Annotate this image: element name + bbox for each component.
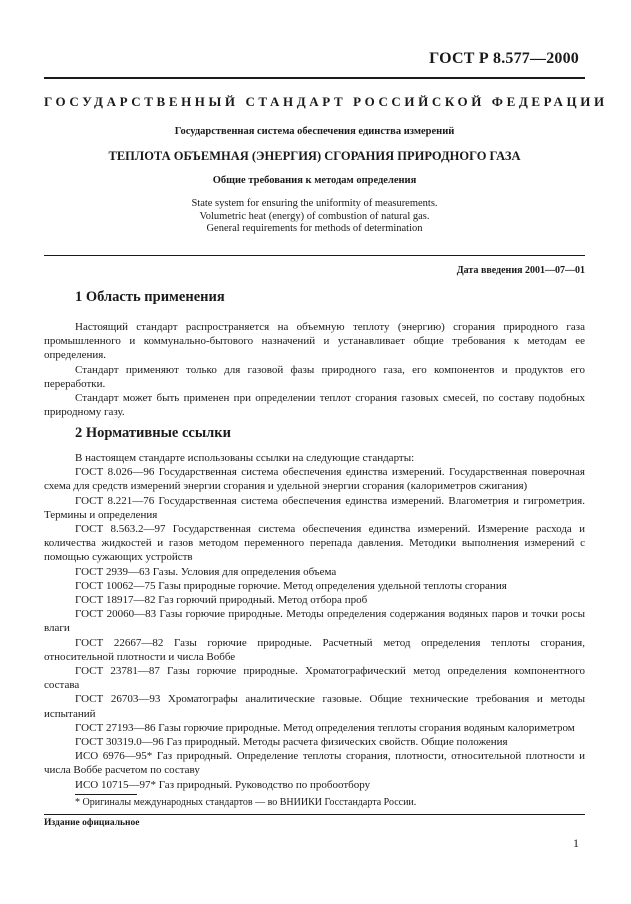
reference-item: ГОСТ 23781—87 Газы горючие природные. Хроматографический метод определения компонентного состава bbox=[44, 665, 585, 692]
reference-item: ИСО 10715—97* Газ природный. Руководство по пробоотбору bbox=[75, 778, 371, 791]
gost-code: ГОСТ Р 8.577—2000 bbox=[429, 50, 579, 67]
paragraph: Стандарт может быть применен при определении теплот сгорания газовых смесей, по составу подобных природному газу. bbox=[44, 392, 585, 419]
footnote-rule bbox=[75, 794, 137, 795]
section-1-heading: 1 Область применения bbox=[75, 289, 225, 305]
subtitle: Общие требования к методам определения bbox=[212, 175, 417, 186]
english-title-line: State system for ensuring the uniformity of measurements. bbox=[191, 198, 438, 209]
footnote: * Оригиналы международных стандартов — во ВНИИКИ Госстандарта России. bbox=[75, 797, 417, 808]
reference-item: ГОСТ 26703—93 Хроматографы аналитические газовые. Общие технические требования и методы испытаний bbox=[44, 693, 585, 720]
reference-item: ГОСТ 22667—82 Газы горючие природные. Расчетный метод определения теплоты сгорания, относительной плотности и числа Воббе bbox=[44, 636, 585, 663]
section-2-body bbox=[44, 451, 585, 792]
reference-item: ГОСТ 20060—83 Газы горючие природные. Методы определения содержания водяных паров и точки росы влаги bbox=[44, 608, 585, 635]
section-2-heading: 2 Нормативные ссылки bbox=[75, 425, 231, 441]
paragraph: В настоящем стандарте использованы ссылки на следующие стандарты: bbox=[75, 452, 415, 464]
title-divider bbox=[44, 255, 585, 256]
reference-item: ГОСТ 18917—82 Газ горючий природный. Метод отбора проб bbox=[75, 594, 368, 607]
reference-item: ИСО 6976—95* Газ природный. Определение теплоты сгорания, плотности, относительной плотности и числа Воббе расчетом по составу bbox=[44, 750, 585, 777]
reference-item: ГОСТ 10062—75 Газы природные горючие. Метод определения удельной теплоты сгорания bbox=[75, 579, 507, 592]
reference-item: ГОСТ 27193—86 Газы горючие природные. Метод определения теплоты сгорания водяным калориметром bbox=[75, 721, 575, 734]
main-title: ТЕПЛОТА ОБЪЕМНАЯ (ЭНЕРГИЯ) СГОРАНИЯ ПРИРОДНОГО ГАЗА bbox=[108, 149, 521, 163]
state-standard-heading: ГОСУДАРСТВЕННЫЙ СТАНДАРТ РОССИЙСКОЙ ФЕДЕРАЦИИ bbox=[44, 94, 608, 109]
edition-label: Издание официальное bbox=[44, 818, 140, 828]
reference-item: ГОСТ 8.221—76 Государственная система обеспечения единства измерений. Влагометрия и гигрометрия. Термины и определения bbox=[44, 494, 585, 521]
paragraph: Настоящий стандарт распространяется на объемную теплоту (энергию) сгорания природного газа промышленного и коммунально-бытового назначений и устанавливает общие требования к методам ее определения. bbox=[44, 321, 585, 362]
section-1-body bbox=[44, 320, 585, 419]
reference-item: ГОСТ 8.563.2—97 Государственная система обеспечения единства измерений. Измерение расхода и количества жидкостей и газов методом переменного перепада давления. Методики выполнения измерений с помощью сужающих устройств bbox=[44, 523, 585, 564]
top-rule bbox=[44, 77, 585, 79]
page-number: 1 bbox=[573, 836, 579, 850]
reference-item: ГОСТ 2939—63 Газы. Условия для определения объема bbox=[75, 565, 337, 578]
paragraph: Стандарт применяют только для газовой фазы природного газа, его компонентов и продуктов его переработки. bbox=[44, 363, 585, 390]
english-title bbox=[44, 198, 585, 236]
english-title-line: Volumetric heat (energy) of combustion of natural gas. bbox=[199, 210, 430, 222]
english-title-line: General requirements for methods of determination bbox=[206, 223, 423, 234]
reference-item: ГОСТ 8.026—96 Государственная система обеспечения единства измерений. Государственная поверочная схема для средств измерений энергии сгорания и удельной энергии сгорания (калориметров сжигания) bbox=[44, 466, 585, 493]
reference-item: ГОСТ 30319.0—96 Газ природный. Методы расчета физических свойств. Общие положения bbox=[75, 736, 508, 749]
footer-rule bbox=[44, 814, 585, 815]
introduction-date: Дата введения 2001—07—01 bbox=[456, 265, 585, 276]
system-title: Государственная система обеспечения единства измерений bbox=[174, 126, 455, 137]
